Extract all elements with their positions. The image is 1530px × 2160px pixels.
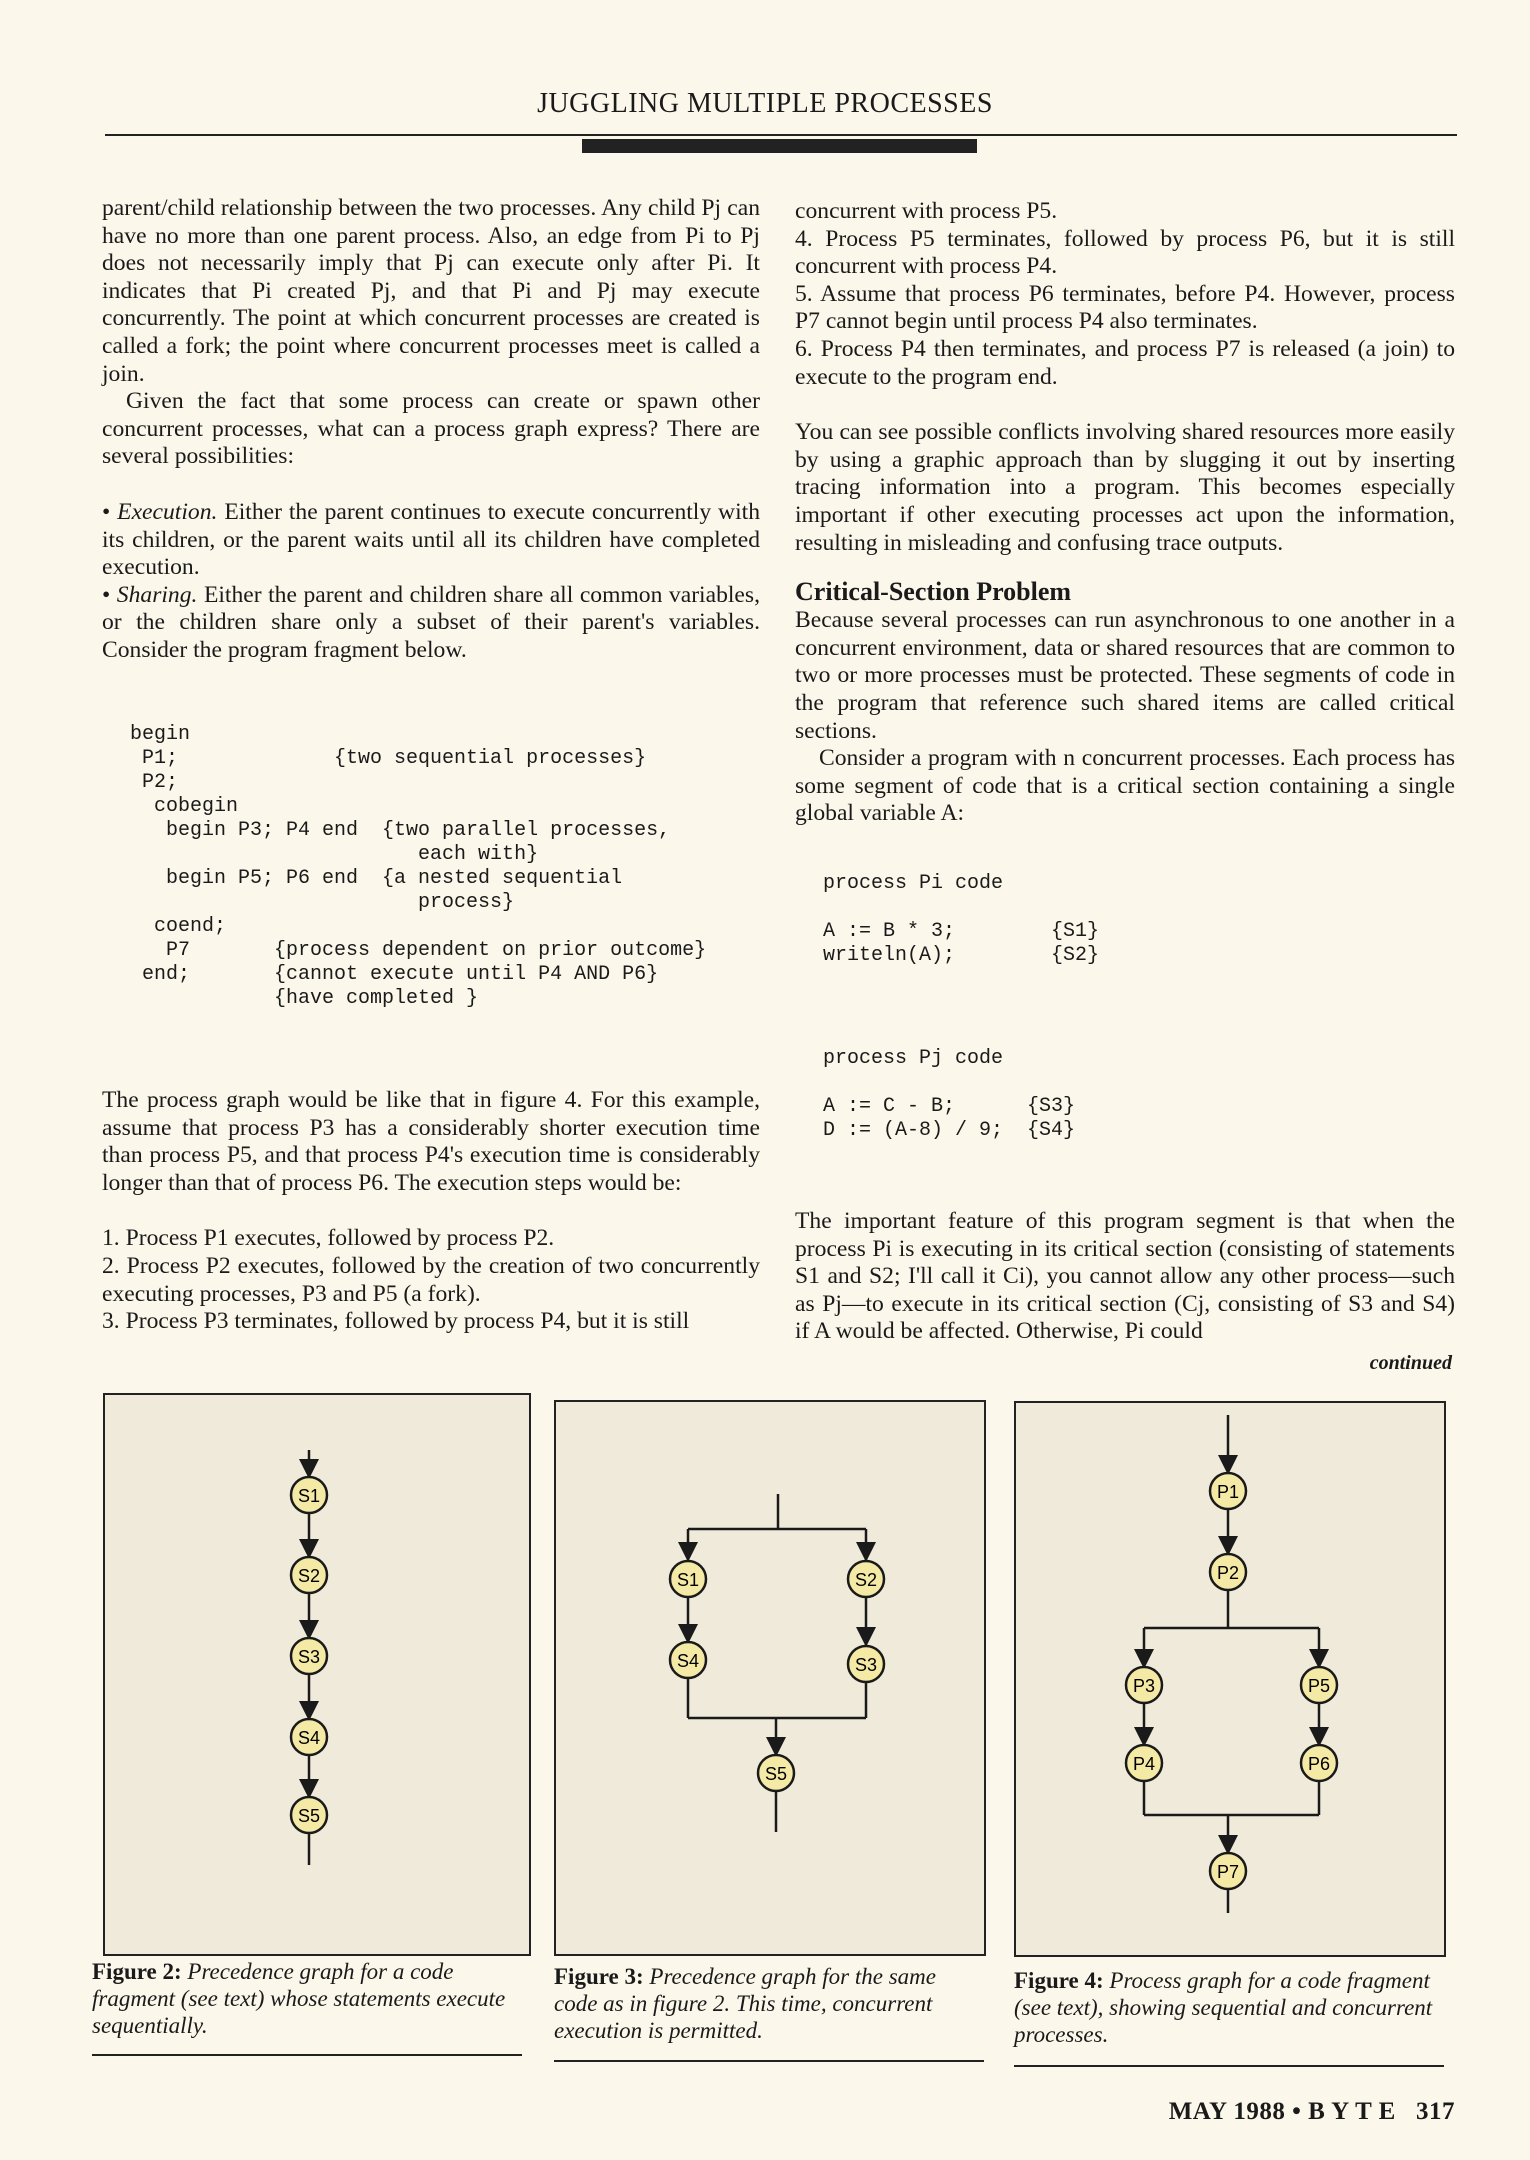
step-item: 1. Process P1 executes, followed by process P2.: [102, 1225, 555, 1252]
node-p2: [1210, 1554, 1246, 1590]
node-s3: [848, 1646, 884, 1682]
paragraph: The process graph would be like that in figure 4. For this example, assume that process P3 has a considerably shorter execution time than process P5, and that process P4's execution time is considerably longer than that of process P6. The execution steps would be:: [102, 1087, 760, 1196]
left-column: [102, 195, 760, 665]
figure-4-box: [1014, 1401, 1446, 1957]
node-s3: [291, 1638, 327, 1674]
caption-label: Figure 4:: [1014, 1968, 1104, 1993]
svg-text:S4: S4: [297, 1728, 321, 1748]
svg-text:P5: P5: [1307, 1676, 1331, 1696]
svg-text:P7: P7: [1216, 1862, 1240, 1882]
bullet-term: Sharing.: [116, 581, 198, 608]
step-item: 4. Process P5 terminates, followed by process P6, but it is still concurrent with process P4.: [795, 225, 1455, 280]
figure-3-box: [554, 1400, 986, 1956]
svg-text:S5: S5: [297, 1806, 321, 1826]
caption-label: Figure 3:: [554, 1964, 644, 1989]
step-item: 2. Process P2 executes, followed by the creation of two concurrently executing processes, P3 and P5 (a fork).: [102, 1252, 760, 1307]
figure-3-graph: [556, 1402, 984, 1954]
node-s5: [291, 1797, 327, 1833]
figure-4-caption: [1014, 1967, 1444, 2048]
figure-2-graph: [105, 1395, 529, 1954]
caption-text: Precedence graph for the same code as in figure 2. This time, concurrent execution is permitted.: [554, 1964, 936, 2043]
continued-label: continued: [1369, 1352, 1452, 1374]
node-p6: [1301, 1745, 1337, 1781]
node-s4: [670, 1642, 706, 1678]
svg-text:P3: P3: [1132, 1676, 1156, 1696]
right-column-lower: [795, 1208, 1455, 1346]
node-p7: [1210, 1853, 1246, 1889]
svg-text:S4: S4: [676, 1651, 700, 1671]
node-p4: [1126, 1745, 1162, 1781]
figure-2-caption: [92, 1958, 522, 2039]
left-column-lower: [102, 1087, 760, 1336]
code-block-pi: process Pi code A := B * 3; {S1} writeln(A); {S2}: [823, 872, 1100, 967]
bullet-sharing: • Sharing. Either the parent and children share all common variables, or the children share only a subset of their parent's variables. Consider the program fragment below.: [102, 581, 760, 663]
svg-text:S1: S1: [676, 1570, 700, 1590]
figure-4-graph: [1016, 1403, 1444, 1955]
svg-text:S2: S2: [297, 1566, 321, 1586]
bullet-text: Either the parent and children share all common variables, or the children share only a subset of their parent's variables. Consider the program fragment below.: [102, 581, 760, 663]
bullet-execution: • Execution. Either the parent continues to execute concurrently with its children, or the parent waits until all its children have completed execution.: [102, 498, 760, 581]
svg-text:P4: P4: [1132, 1754, 1156, 1774]
paragraph: Consider a program with n concurrent processes. Each process has some segment of code that is a critical section containing a single global variable A:: [795, 745, 1455, 827]
header-rule: [105, 134, 1457, 136]
section-heading: Critical-Section Problem: [795, 577, 1072, 607]
page-footer: MAY 1988 • B Y T E 317: [1168, 2098, 1455, 2125]
paragraph: Because several processes can run asynchronous to one another in a concurrent environment, data or shared resources that are common to two or more processes must be protected. These segments of code in the program that reference such shared items are called critical sections.: [795, 607, 1455, 744]
right-column: [795, 198, 1455, 828]
bullet-text: Either the parent continues to execute concurrently with its children, or the parent waits until all its children have completed execution.: [102, 498, 760, 581]
caption-rule: [92, 2054, 522, 2056]
node-s1: [291, 1477, 327, 1513]
svg-text:P2: P2: [1216, 1563, 1240, 1583]
paragraph: The important feature of this program segment is that when the process Pi is executing in its critical section (consisting of statements S1 and S2; I'll call it Ci), you cannot allow any other process—such as Pj—to execute in its critical section (Cj, consisting of S3 and S4) if A would be affected. Otherwise, Pi could: [795, 1208, 1455, 1345]
step-item: 3. Process P3 terminates, followed by process P4, but it is still: [102, 1308, 690, 1335]
paragraph: concurrent with process P5.: [795, 198, 1058, 224]
node-s4: [291, 1719, 327, 1755]
paragraph: Given the fact that some process can create or spawn other concurrent processes, what can a process graph express? There are several possibilities:: [102, 388, 760, 470]
step-item: 5. Assume that process P6 terminates, before P4. However, process P7 cannot begin until process P4 also terminates.: [795, 280, 1455, 335]
node-p5: [1301, 1667, 1337, 1703]
figure-2-box: [103, 1393, 531, 1956]
svg-text:P6: P6: [1307, 1754, 1331, 1774]
svg-text:S3: S3: [297, 1647, 321, 1667]
node-s2: [848, 1561, 884, 1597]
caption-rule: [1014, 2065, 1444, 2067]
svg-text:S5: S5: [764, 1764, 788, 1784]
svg-text:P1: P1: [1216, 1482, 1240, 1502]
svg-text:S2: S2: [854, 1570, 878, 1590]
figure-3-caption: [554, 1963, 984, 2044]
paragraph: parent/child relationship between the two processes. Any child Pj can have no more than one parent process. Also, an edge from Pi to Pj does not necessarily imply that Pj can execute only after Pi. It indicates that Pi created Pj, and that Pi and Pj may execute concurrently. The point at which concurrent processes are created is called a fork; the point where concurrent processes meet is called a join.: [102, 195, 760, 387]
code-block-pj: process Pj code A := C - B; {S3} D := (A-8) / 9; {S4}: [823, 1047, 1076, 1142]
caption-text: Precedence graph for a code fragment (see text) whose statements execute sequentially.: [92, 1959, 506, 2038]
node-p1: [1210, 1473, 1246, 1509]
caption-rule: [554, 2060, 984, 2062]
step-item: 6. Process P4 then terminates, and process P7 is released (a join) to execute to the program end.: [795, 335, 1455, 390]
caption-label: Figure 2:: [92, 1959, 182, 1984]
node-s5: [758, 1755, 794, 1791]
paragraph: You can see possible conflicts involving shared resources more easily by using a graphic approach than by slugging it out by inserting tracing information into a program. This becomes especially important if other executing processes act upon the information, resulting in misleading and confusing trace outputs.: [795, 419, 1455, 556]
node-s1: [670, 1561, 706, 1597]
running-head: JUGGLING MULTIPLE PROCESSES: [537, 88, 993, 119]
bullet-term: Execution.: [117, 498, 218, 525]
node-p3: [1126, 1667, 1162, 1703]
node-s2: [291, 1557, 327, 1593]
svg-text:S1: S1: [297, 1486, 321, 1506]
caption-text: Process graph for a code fragment (see text), showing sequential and concurrent processes.: [1014, 1968, 1433, 2047]
svg-text:S3: S3: [854, 1655, 878, 1675]
code-block-program: begin P1; {two sequential processes} P2; cobegin begin P3; P4 end {two parallel processes, each with} begin P5; P6 end {a nested sequential process} coend; P7 {process dependent on prior outcome} end; {cannot execute until P4 AND P6} {have completed }: [130, 723, 707, 1010]
header-bar: [582, 139, 977, 153]
